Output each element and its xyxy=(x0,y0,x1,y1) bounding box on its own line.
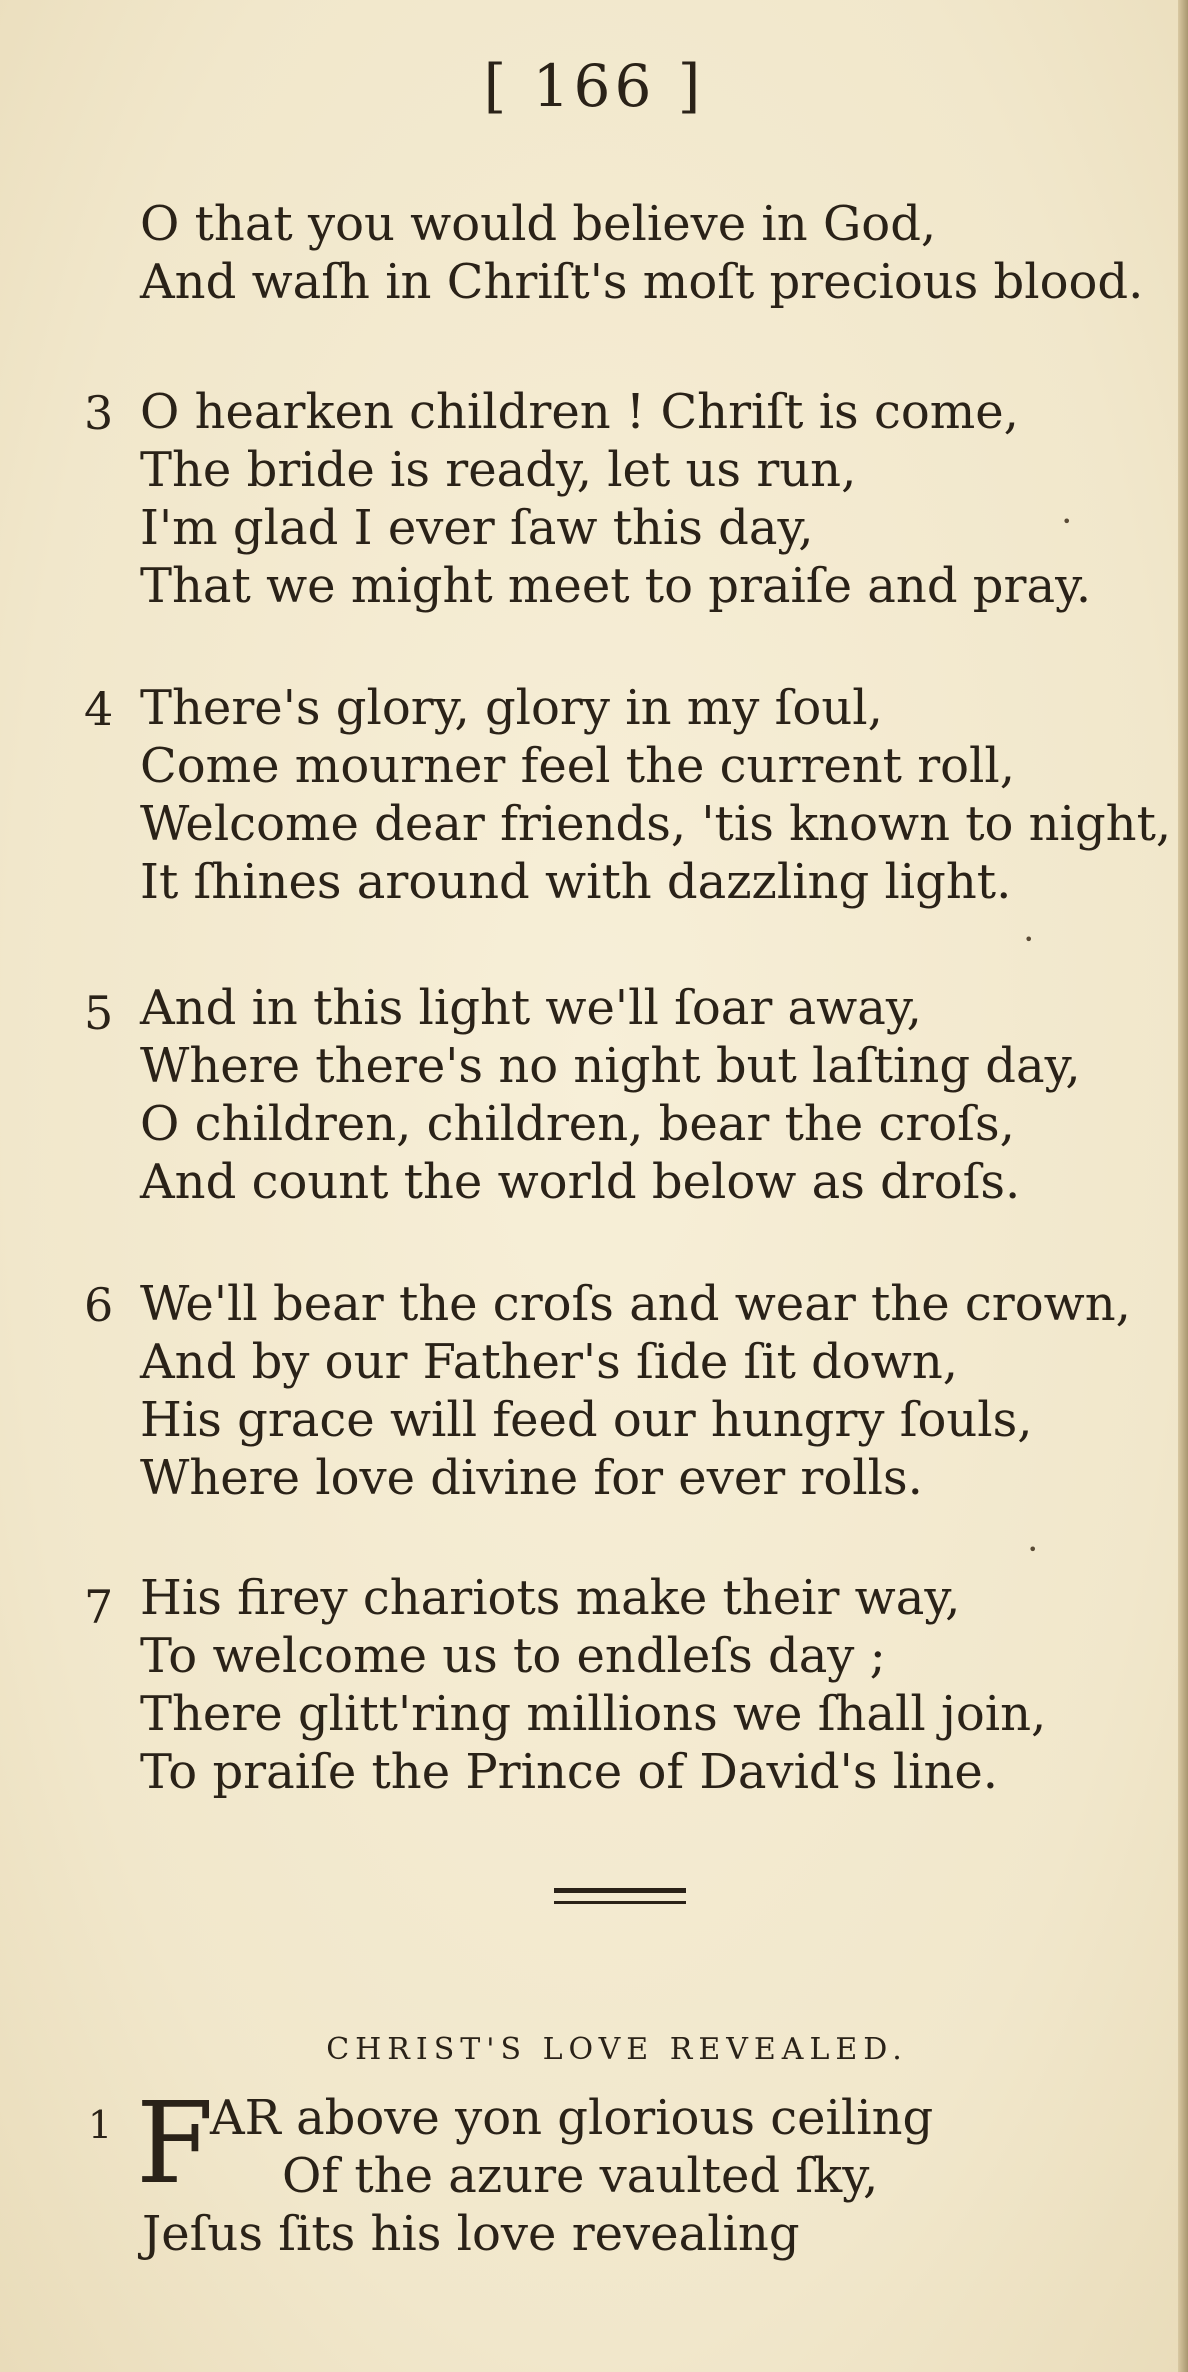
verse-6-line-2: And by our Father's ſide ſit down, xyxy=(140,1334,959,1390)
verse-5-line-3: O children, children, bear the croſs, xyxy=(140,1096,1015,1152)
hymn-verse-number-1: 1 xyxy=(88,2103,113,2147)
verse-4-line-4: It ſhines around with dazzling light. xyxy=(140,854,1012,910)
verse-5-line-1: And in this light we'll ſoar away, xyxy=(140,980,922,1036)
intro-line-1: O that you would believe in God, xyxy=(140,196,937,252)
hymn-line-2: Of the azure vaulted ſky, xyxy=(282,2148,879,2204)
verse-7-line-2: To welcome us to endleſs day ; xyxy=(140,1628,886,1684)
verse-6-line-4: Where love divine for ever rolls. xyxy=(140,1450,923,1506)
drop-cap: F xyxy=(136,2079,214,2209)
verse-3-line-2: The bride is ready, let us run, xyxy=(140,442,857,498)
verse-3-line-3: I'm glad I ever ſaw this day, xyxy=(140,500,814,556)
verse-number-4: 4 xyxy=(84,682,114,736)
verse-3-line-1: O hearken children ! Chriſt is come, xyxy=(140,384,1019,440)
print-speck: • xyxy=(1024,930,1034,949)
verse-5-line-2: Where there's no night but laſting day, xyxy=(140,1038,1081,1094)
verse-4-line-2: Come mourner feel the current roll, xyxy=(140,738,1016,794)
verse-6-line-3: His grace will feed our hungry ſouls, xyxy=(140,1392,1033,1448)
verse-number-6: 6 xyxy=(84,1278,114,1332)
hymn-line-1: AR above yon glorious ceiling xyxy=(210,2090,934,2146)
page-edge xyxy=(1178,0,1188,2372)
section-divider xyxy=(554,1888,686,1904)
hymn-line-3: Jeſus ſits his love revealing xyxy=(142,2206,800,2262)
page-number: [ 166 ] xyxy=(483,52,705,120)
verse-7-line-3: There glitt'ring millions we ſhall join, xyxy=(140,1686,1047,1742)
intro-line-2: And waſh in Chriſt's moſt precious blood. xyxy=(140,254,1144,310)
verse-number-5: 5 xyxy=(84,986,114,1040)
hymn-title: CHRIST'S LOVE REVEALED. xyxy=(326,2032,908,2067)
verse-7-line-1: His firey chariots make their way, xyxy=(140,1570,961,1626)
divider-bar xyxy=(554,1901,686,1904)
verse-4-line-3: Welcome dear friends, 'tis known to night, xyxy=(140,796,1172,852)
verse-7-line-4: To praiſe the Prince of David's line. xyxy=(140,1744,999,1800)
print-speck: • xyxy=(1028,1540,1038,1559)
verse-4-line-1: There's glory, glory in my ſoul, xyxy=(140,680,883,736)
divider-bar xyxy=(554,1888,686,1893)
verse-5-line-4: And count the world below as droſs. xyxy=(140,1154,1021,1210)
print-speck: • xyxy=(1062,512,1072,531)
verse-number-3: 3 xyxy=(84,386,114,440)
verse-number-7: 7 xyxy=(84,1580,114,1634)
verse-6-line-1: We'll bear the croſs and wear the crown, xyxy=(140,1276,1131,1332)
verse-3-line-4: That we might meet to praiſe and pray. xyxy=(140,558,1092,614)
